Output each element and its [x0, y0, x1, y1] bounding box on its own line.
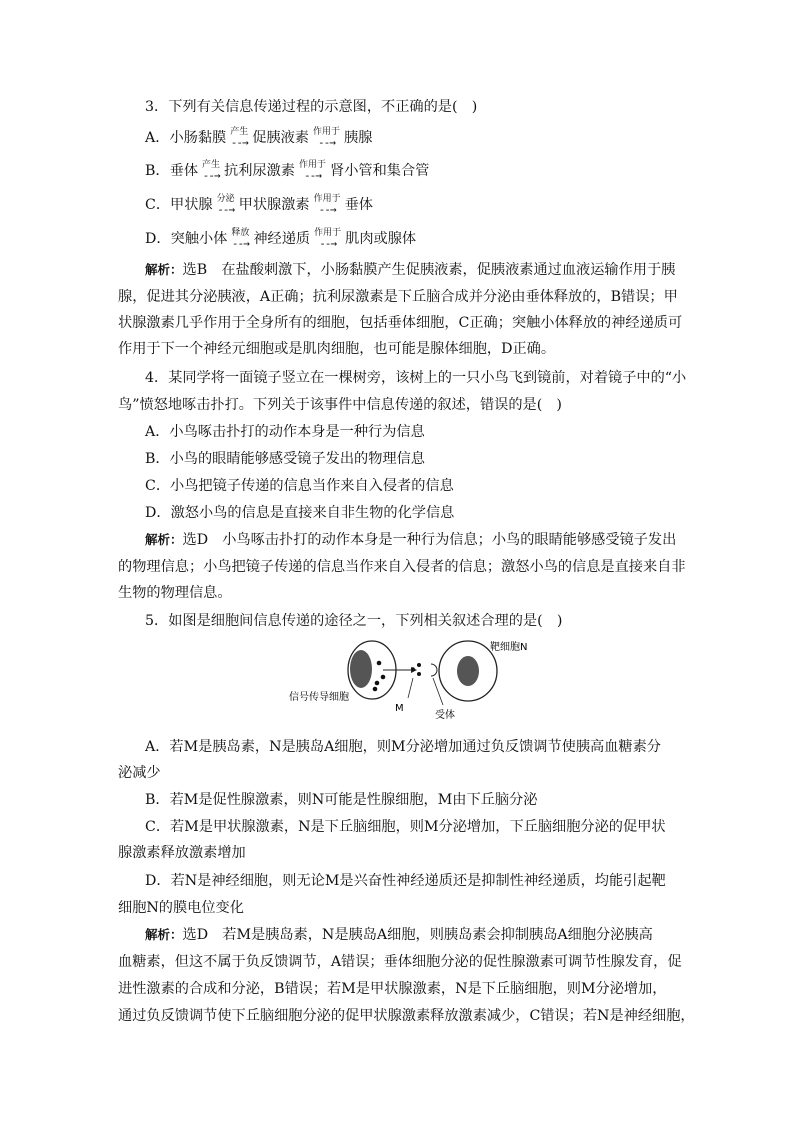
option-label: D． — [145, 231, 171, 247]
target-cell-nucleus — [457, 656, 479, 686]
option-target: 垂体 — [344, 197, 373, 213]
option-target: 肌肉或腺体 — [345, 231, 417, 247]
q3-option-c — [145, 195, 373, 215]
q5-analysis-line-3: 进性激素的合成和分泌，B错误；若M是甲状腺激素，N是下丘脑细胞，则M分泌增加， — [118, 981, 667, 997]
q3-stem: 3．下列有关信息传递过程的示意图，不正确的是( ) — [145, 99, 478, 115]
q4-option-b: B．小鸟的眼睛能够感受镜子发出的物理信息 — [145, 451, 425, 467]
q4-option-a: A．小鸟啄击扑打的动作本身是一种行为信息 — [145, 424, 425, 440]
option-label: A． — [145, 130, 170, 146]
receptor-shape — [431, 664, 437, 676]
analysis-tag: 解析： — [145, 262, 183, 277]
q4-stem-line-2: 鸟”愤怒地啄击扑打。下列关于该事件中信息传递的叙述，错误的是( ) — [118, 397, 562, 413]
q5-option-c-line-1: C．若M是甲状腺激素，N是下丘脑细胞，则M分泌增加，下丘脑细胞分泌的促甲状 — [145, 819, 666, 835]
option-source: 突触小体 — [170, 231, 228, 247]
q5-option-d-line-1: D．若N是神经细胞，则无论M是兴奋性神经递质还是抑制性神经递质，均能引起靶 — [145, 873, 666, 889]
q5-stem: 5．如图是细胞间信息传递的途径之一，下列相关叙述合理的是( ) — [145, 613, 563, 629]
q4-analysis-line-2: 的物理信息；小鸟把镜子传递的信息当作来自入侵者的信息；激怒小鸟的信息是直接来自非 — [118, 559, 686, 575]
q4-stem-line-1: 4．某同学将一面镜子竖立在一棵树旁，该树上的一只小鸟飞到镜前，对着镜子中的“小 — [145, 370, 687, 386]
q3-analysis-line-2: 腺，促进其分泌胰液，A正确；抗利尿激素是下丘脑合成并分泌由垂体释放的，B错误；甲 — [118, 289, 678, 305]
q4-analysis-line-1: 解析：选D 小鸟啄击扑打的动作本身是一种行为信息；小鸟的眼睛能够感受镜子发出 — [145, 532, 677, 548]
q5-analysis-line-1: 解析：选D 若M是胰岛素，N是胰岛A细胞，则胰岛素会抑制胰岛A细胞分泌胰高 — [145, 927, 653, 943]
q3-analysis-line-1: 解析：选B 在盐酸刺激下，小肠黏膜产生促胰液素，促胰液素通过血液运输作用于胰 — [145, 262, 676, 278]
signal-cell-nucleus — [350, 650, 372, 688]
vesicle-dot — [373, 687, 378, 692]
q5-option-b: B．若M是促性腺激素，则N可能是性腺细胞，M由下丘脑分泌 — [145, 792, 538, 808]
arrow-icon: 产生 --→ — [230, 127, 249, 149]
analysis-tag: 解析： — [145, 927, 183, 942]
option-source: 甲状腺 — [170, 197, 213, 213]
arrow-icon: 作用于 --→ — [313, 194, 341, 216]
vesicle-dot — [375, 681, 380, 686]
arrow-icon: 分泌 --→ — [216, 194, 235, 216]
arrow-icon: 作用于 --→ — [314, 228, 342, 250]
option-label: C． — [145, 197, 171, 213]
q5-option-a-line-1: A．若M是胰岛素，N是胰岛A细胞，则M分泌增加通过负反馈调节使胰高血糖素分 — [145, 739, 661, 755]
option-target: 肾小管和集合管 — [330, 163, 430, 179]
q4-option-c: C．小鸟把镜子传递的信息当作来自入侵者的信息 — [145, 478, 454, 494]
source-cell-label: 信号传导细胞 — [289, 692, 349, 703]
signal-molecule — [411, 667, 415, 671]
option-messenger: 甲状腺激素 — [238, 197, 310, 213]
option-target: 胰腺 — [344, 130, 373, 146]
option-source: 小肠黏膜 — [169, 130, 227, 146]
q3-option-a — [145, 128, 372, 148]
q4-analysis-line-3: 生物的物理信息。 — [118, 585, 232, 601]
q3-option-d — [145, 229, 416, 249]
arrow-icon: 作用于 --→ — [312, 127, 340, 149]
q3-analysis-line-4: 作用于下一个神经元细胞或是肌肉细胞，也可能是腺体细胞，D正确。 — [118, 341, 556, 357]
cell-signaling-diagram — [285, 638, 585, 726]
option-messenger: 促胰液素 — [252, 130, 309, 146]
q4-option-d: D．激怒小鸟的信息是直接来自非生物的化学信息 — [145, 505, 455, 521]
target-cell-label: 靶细胞N — [490, 642, 528, 653]
q5-option-a-line-2: 泌减少 — [118, 765, 161, 781]
q5-option-d-line-2: 细胞N的膜电位变化 — [118, 900, 244, 916]
analysis-tag: 解析： — [145, 532, 183, 547]
arrow-icon: 释放 --→ — [231, 228, 250, 250]
vesicle-dot — [377, 661, 382, 666]
q3-analysis-line-3: 状腺激素几乎作用于全身所有的细胞，包括垂体细胞，C正确；突触小体释放的神经递质可 — [118, 315, 683, 331]
label-pointer — [408, 678, 413, 698]
option-messenger: 神经递质 — [253, 231, 311, 247]
option-source: 垂体 — [169, 163, 199, 179]
signal-molecule — [417, 663, 421, 667]
signal-label: M — [395, 703, 404, 714]
arrow-icon: 产生 --→ — [202, 160, 221, 182]
vesicle-dot — [381, 675, 386, 680]
option-label: B． — [145, 163, 170, 179]
option-messenger: 抗利尿激素 — [224, 163, 295, 179]
receptor-label: 受体 — [435, 710, 455, 721]
q5-option-c-line-2: 腺激素释放激素增加 — [118, 845, 246, 861]
q5-analysis-line-2: 血糖素，但这不属于负反馈调节，A错误；垂体细胞分泌的促性腺激素可调节性腺发育，促 — [118, 954, 682, 970]
q3-option-b — [145, 161, 429, 181]
signal-molecule — [417, 672, 421, 676]
q5-analysis-line-4: 通过负反馈调节使下丘脑细胞分泌的促甲状腺激素释放激素减少，C错误；若N是神经细胞， — [118, 1008, 695, 1024]
arrow-icon: 作用于 --→ — [298, 160, 326, 182]
